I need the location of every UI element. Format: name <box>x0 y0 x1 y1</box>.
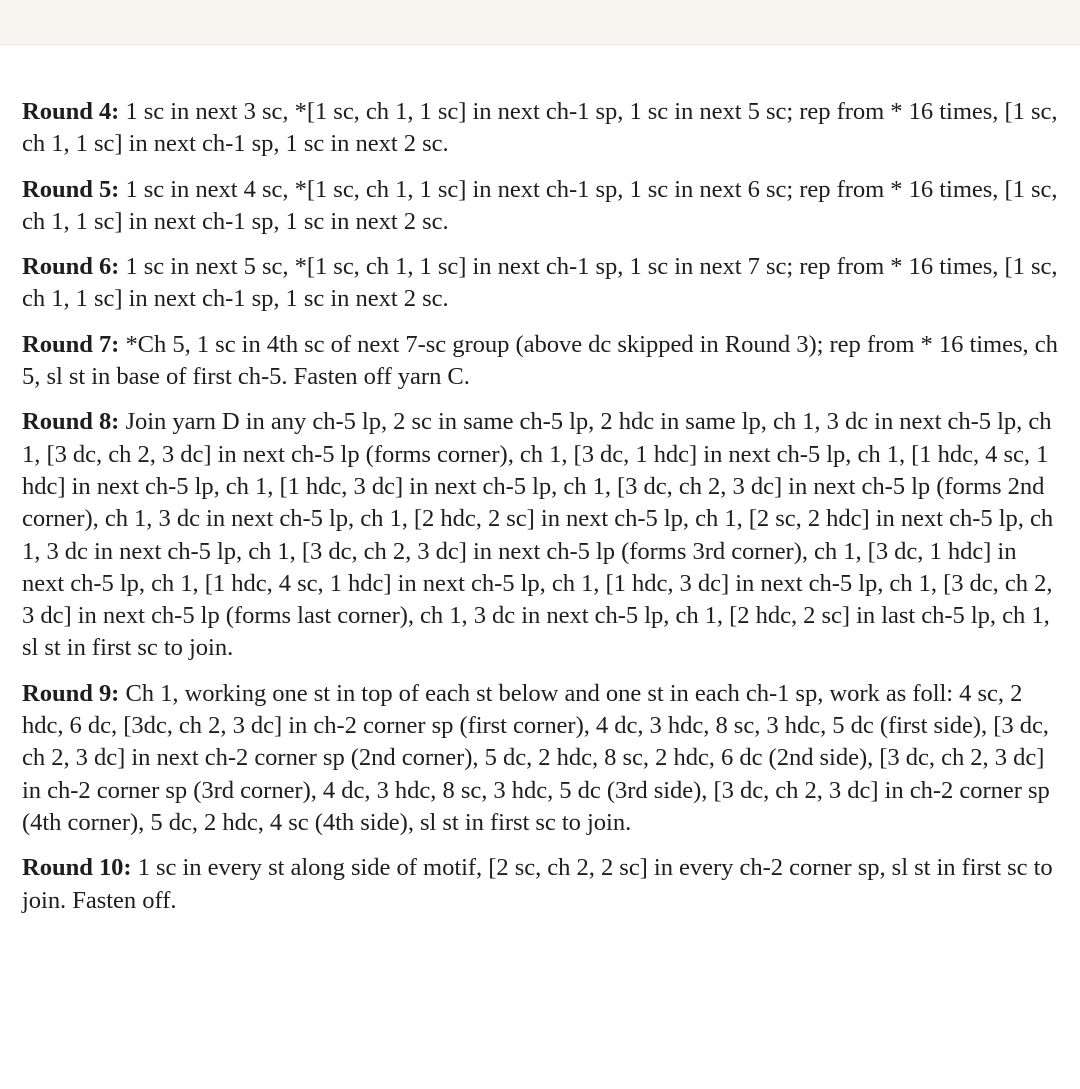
round-5-instruction <box>22 174 1062 239</box>
round-label: Round 5: <box>22 175 120 203</box>
pattern-instructions <box>22 96 1062 930</box>
top-toolbar-bar <box>0 0 1080 45</box>
round-text: Ch 1, working one st in top of each st below and one st in each ch-1 sp, work as foll: 4 sc, 2 hdc, 6 dc, [3dc, ch 2, 3 dc] in ch-2 corner sp (first corner), 4 dc, 3 hdc, 8 sc, 3 hdc, 5 dc (first side), [3 dc, ch 2, 3 dc] in next ch-2 corner sp (2nd corner), 5 dc, 2 hdc, 8 sc, 2 hdc, 6 dc (2nd side), [3 dc, ch 2, 3 dc] in ch-2 corner sp (3rd corner), 4 dc, 3 hdc, 8 sc, 3 hdc, 5 dc (3rd side), [3 dc, ch 2, 3 dc] in ch-2 corner sp (4th corner), 5 dc, 2 hdc, 4 sc (4th side), sl st in first sc to join. <box>22 679 1050 836</box>
round-text: Join yarn D in any ch-5 lp, 2 sc in same ch-5 lp, 2 hdc in same lp, ch 1, 3 dc in next ch-5 lp, ch 1, [3 dc, ch 2, 3 dc] in next ch-5 lp (forms corner), ch 1, [3 dc, 1 hdc] in next ch-5 lp, ch 1, [1 hdc, 4 sc, 1 hdc] in next ch-5 lp, ch 1, [1 hdc, 3 dc] in next ch-5 lp, ch 1, [3 dc, ch 2, 3 dc] in next ch-5 lp (forms 2nd corner), ch 1, 3 dc in next ch-5 lp, ch 1, [2 hdc, 2 sc] in next ch-5 lp, ch 1, [2 sc, 2 hdc] in next ch-5 lp, ch 1, 3 dc in next ch-5 lp, ch 1, [3 dc, ch 2, 3 dc] in next ch-5 lp (forms 3rd corner), ch 1, [3 dc, 1 hdc] in next ch-5 lp, ch 1, [1 hdc, 4 sc, 1 hdc] in next ch-5 lp, ch 1, [1 hdc, 3 dc] in next ch-5 lp, ch 1, [3 dc, ch 2, 3 dc] in next ch-5 lp (forms last corner), ch 1, 3 dc in next ch-5 lp, ch 1, [2 hdc, 2 sc] in last ch-5 lp, ch 1, sl st in first sc to join. <box>22 408 1054 662</box>
round-label: Round 10: <box>22 854 132 882</box>
round-10-instruction <box>22 852 1062 917</box>
round-label: Round 4: <box>22 98 120 125</box>
round-text: 1 sc in next 4 sc, *[1 sc, ch 1, 1 sc] in next ch-1 sp, 1 sc in next 6 sc; rep from * 16 times, [1 sc, ch 1, 1 sc] in next ch-1 sp, 1 sc in next 2 sc. <box>22 175 1058 235</box>
round-text: 1 sc in next 5 sc, *[1 sc, ch 1, 1 sc] in next ch-1 sp, 1 sc in next 7 sc; rep from * 16 times, [1 sc, ch 1, 1 sc] in next ch-1 sp, 1 sc in next 2 sc. <box>22 253 1058 313</box>
round-text: 1 sc in every st along side of motif, [2 sc, ch 2, 2 sc] in every ch-2 corner sp, sl st in first sc to join. Fasten off. <box>22 854 1053 914</box>
round-text: 1 sc in next 3 sc, *[1 sc, ch 1, 1 sc] in next ch-1 sp, 1 sc in next 5 sc; rep from * 16 times, [1 sc, ch 1, 1 sc] in next ch-1 sp, 1 sc in next 2 sc. <box>22 98 1058 158</box>
round-4-instruction <box>22 96 1062 161</box>
round-6-instruction <box>22 251 1062 316</box>
round-label: Round 8: <box>22 408 120 436</box>
round-label: Round 7: <box>22 330 120 358</box>
round-text: *Ch 5, 1 sc in 4th sc of next 7-sc group (above dc skipped in Round 3); rep from * 16 times, ch 5, sl st in base of first ch-5. Fasten off yarn C. <box>22 330 1058 391</box>
round-8-instruction <box>22 406 1062 664</box>
round-label: Round 9: <box>22 679 120 707</box>
round-9-instruction <box>22 678 1062 839</box>
round-label: Round 6: <box>22 253 120 281</box>
round-7-instruction <box>22 329 1062 394</box>
